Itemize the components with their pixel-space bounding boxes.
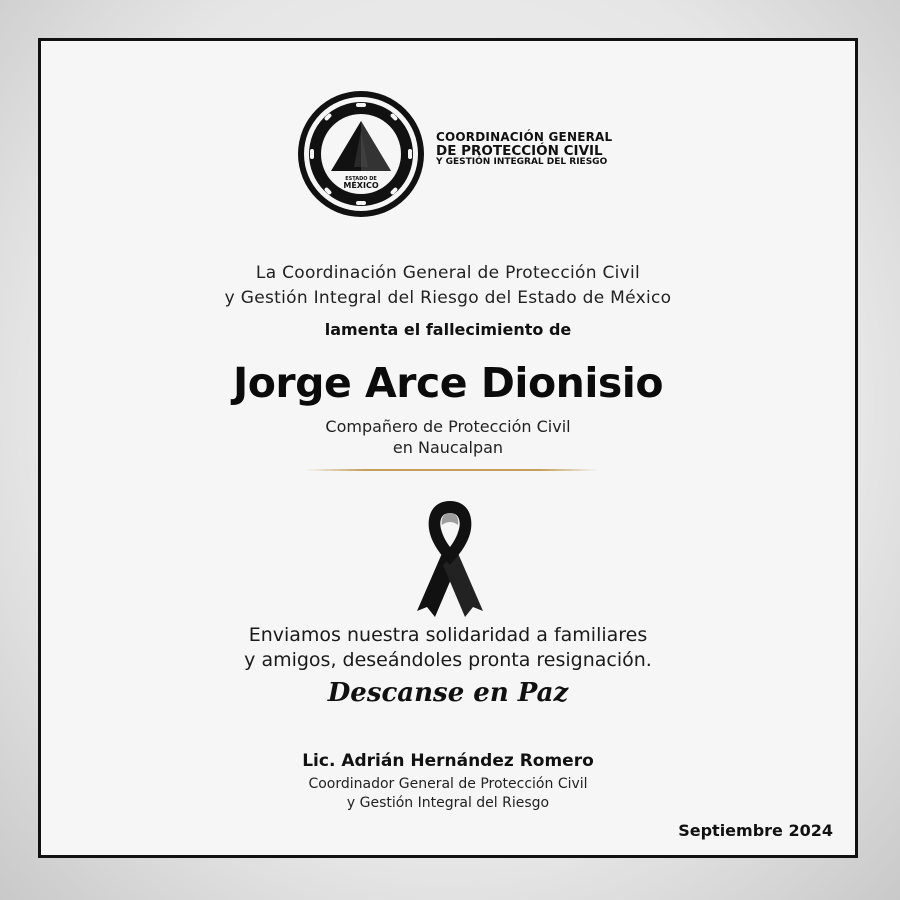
- solidarity-line2: y amigos, deseándoles pronta resignación.: [244, 649, 652, 671]
- org-name-line1: COORDINACIÓN GENERAL: [436, 130, 613, 144]
- org-name-line3: Y GESTIÓN INTEGRAL DEL RIESGO: [436, 156, 608, 167]
- mourning-ribbon-icon: [413, 499, 487, 619]
- org-name-line2: DE PROTECCIÓN CIVIL: [436, 142, 603, 159]
- deceased-role-line1: Compañero de Protección Civil: [325, 417, 571, 436]
- seal-text-top: ESTADO DE: [345, 176, 377, 182]
- intro-line2: y Gestión Integral del Riesgo del Estado de México: [224, 288, 672, 308]
- deceased-role-line2: en Naucalpan: [392, 438, 504, 457]
- signer-title-line1: Coordinador General de Protección Civil: [308, 776, 588, 792]
- intro-line1: La Coordinación General de Protección Civil: [255, 263, 641, 283]
- signer-title-line2: y Gestión Integral del Riesgo: [346, 795, 550, 811]
- rest-in-peace: Descanse en Paz: [327, 678, 569, 708]
- date: Septiembre 2024: [678, 821, 833, 840]
- seal-icon: [296, 89, 426, 219]
- org-logo: [296, 89, 616, 219]
- signer-name: Lic. Adrián Hernández Romero: [302, 751, 594, 771]
- solidarity-line1: Enviamos nuestra solidaridad a familiares: [248, 624, 648, 646]
- lament-text: lamenta el fallecimiento de: [324, 320, 572, 339]
- org-name: [436, 131, 612, 167]
- deceased-name: Jorge Arce Dionisio: [232, 359, 664, 407]
- gold-divider: [305, 469, 599, 471]
- seal-text-bottom: MÉXICO: [343, 181, 379, 190]
- condolence-card: [38, 38, 858, 858]
